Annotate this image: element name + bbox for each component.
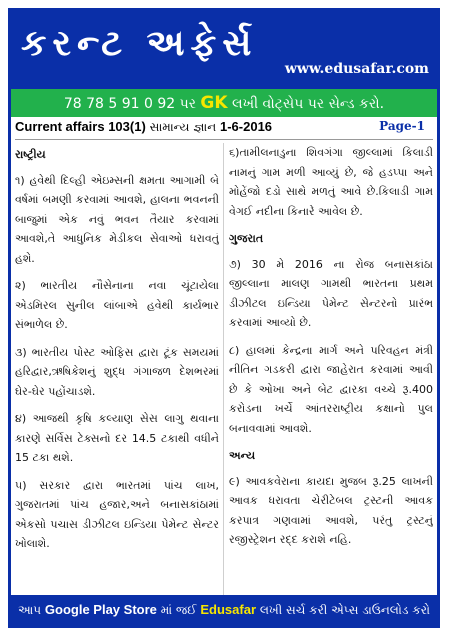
news-item: ૬)તામીલનાડુના શિવગંગા જીલ્લામાં કિલાડી નામનું ગામ મળી આવ્યું છે, જે હડપ્પા અને મોહેંજો દડો સાથે મળતું આવે છે.કિલાડી ગામ વેગઈ નદીના કિનારે આવેલ છે.: [229, 146, 433, 218]
section-heading-gujarat: ગુજરાત: [229, 232, 264, 245]
footer-store: Google Play Store: [44, 602, 157, 617]
news-item: ૧) હવેથી દિલ્હી એઇમ્સની ક્ષમતા આગામી બે વર્ષમાં બમણી કરવામાં આવશે, હાલના ભવનની બાજુમાં એક નવું ભવન તૈયાર કરવામાં આવશે,તે આધુનિક મેડીકલ સેવાઓ ધરાવતું હશે.: [15, 173, 219, 265]
news-item: ૨) ભારતીય નૌસેનાના નવા ચૂંટાયેલા એડમિરલ સુનીલ લાંબાએ હવેથી કાર્યભાર સંભાળેલ છે.: [15, 279, 219, 331]
footer-brand: Edusafar: [200, 602, 257, 617]
section-heading-other: અન્ય: [229, 449, 256, 462]
footer-mid: માં જઈ: [156, 603, 201, 617]
left-column: [15, 143, 219, 595]
news-item: ૩) ભારતીય પોસ્ટ ઓફિસ દ્વારા ટૂંક સમયમાં હરિદ્વાર,ઋષિકેશનું શુદ્ધ ગંગાજળ દેશભરમાં ઘેર-ઘેર પહોંચાડશે.: [15, 345, 219, 398]
news-item: ૭) 30 મે 2016 ના રોજ બનાસકાંઠા જીલ્લાના માલણ ગામથી ભારતના પ્રથમ ડીઝીટલ ઇન્ડિયા પેમેન્ટ સેન્ટરનો પ્રારંભ કરવામાં આવ્યો છે.: [229, 257, 433, 329]
issue-meta: [15, 119, 433, 140]
footer-banner[interactable]: [11, 595, 437, 625]
footer-prefix: આપ: [18, 603, 45, 617]
issue-date: 1-6-2016: [220, 119, 273, 134]
footer-suffix: લખી સર્ચ કરી એપ્સ ડાઉનલોડ કરો: [256, 603, 430, 617]
issue-subject: સામાન્ય જ્ઞાન: [145, 120, 220, 134]
banner-highlight: GK: [200, 93, 228, 113]
header: [11, 11, 437, 89]
column-divider: [223, 143, 224, 595]
banner-text-before: 78 78 5 91 0 92 પર: [63, 96, 201, 112]
news-item: ૮) હાલમાં કેન્દ્રના માર્ગ અને પરિવહન મંત્રી નીતિન ગડકરી દ્વારા જાહેરાત કરવામાં આવી છે કે ઓખા અને બેટ દ્વારકા વચ્ચે રૂ.400 કરોડના ખર્ચે આંતરરાષ્ટ્રીય કક્ષાનો પુલ બનાવવામાં આવશે.: [229, 343, 433, 435]
section-heading-national: રાષ્ટ્રીય: [15, 148, 46, 161]
page-frame: [8, 8, 440, 628]
website-link[interactable]: www.edusafar.com: [284, 61, 429, 77]
news-item: ૪) આજથી કૃષિ કલ્યાણ સેસ લાગુ થવાના કારણે સર્વિસ ટેક્સનો દર 14.5 ટકાથી વધીને 15 ટકા થશે.: [15, 412, 219, 464]
banner-text-after: લખી વોટ્સેપ પર સેન્ડ કરો.: [227, 96, 385, 112]
whatsapp-banner: [11, 89, 437, 117]
news-item: ૯) આવકવેરાના કાયદા મુજબ રૂ.25 લાખની આવક ધરાવતા ચેરીટેબલ ટ્રસ્ટની આવક કરપાત્ર ગણવામાં આવશે, પરંતુ ટ્રસ્ટનું રજીસ્ટ્રેશન રદ્દ કરાશે નહિ.: [229, 474, 433, 546]
page-number: Page-1: [379, 119, 425, 133]
page-title: કરન્ટ અફેર્સ: [21, 23, 258, 64]
right-column: [229, 143, 433, 595]
content-columns: [15, 143, 433, 595]
news-item: ૫) સરકાર દ્વારા ભારતમાં પાંચ લાખ, ગુજરાતમાં પાંચ હજાર,અને બનાસકાંઠામાં એકસો પચાસ ડીઝીટલ ઇન્ડિયા પેમેન્ટ સેન્ટર ખોલાશે.: [15, 478, 219, 550]
issue-title: Current affairs 103(1): [15, 119, 146, 134]
